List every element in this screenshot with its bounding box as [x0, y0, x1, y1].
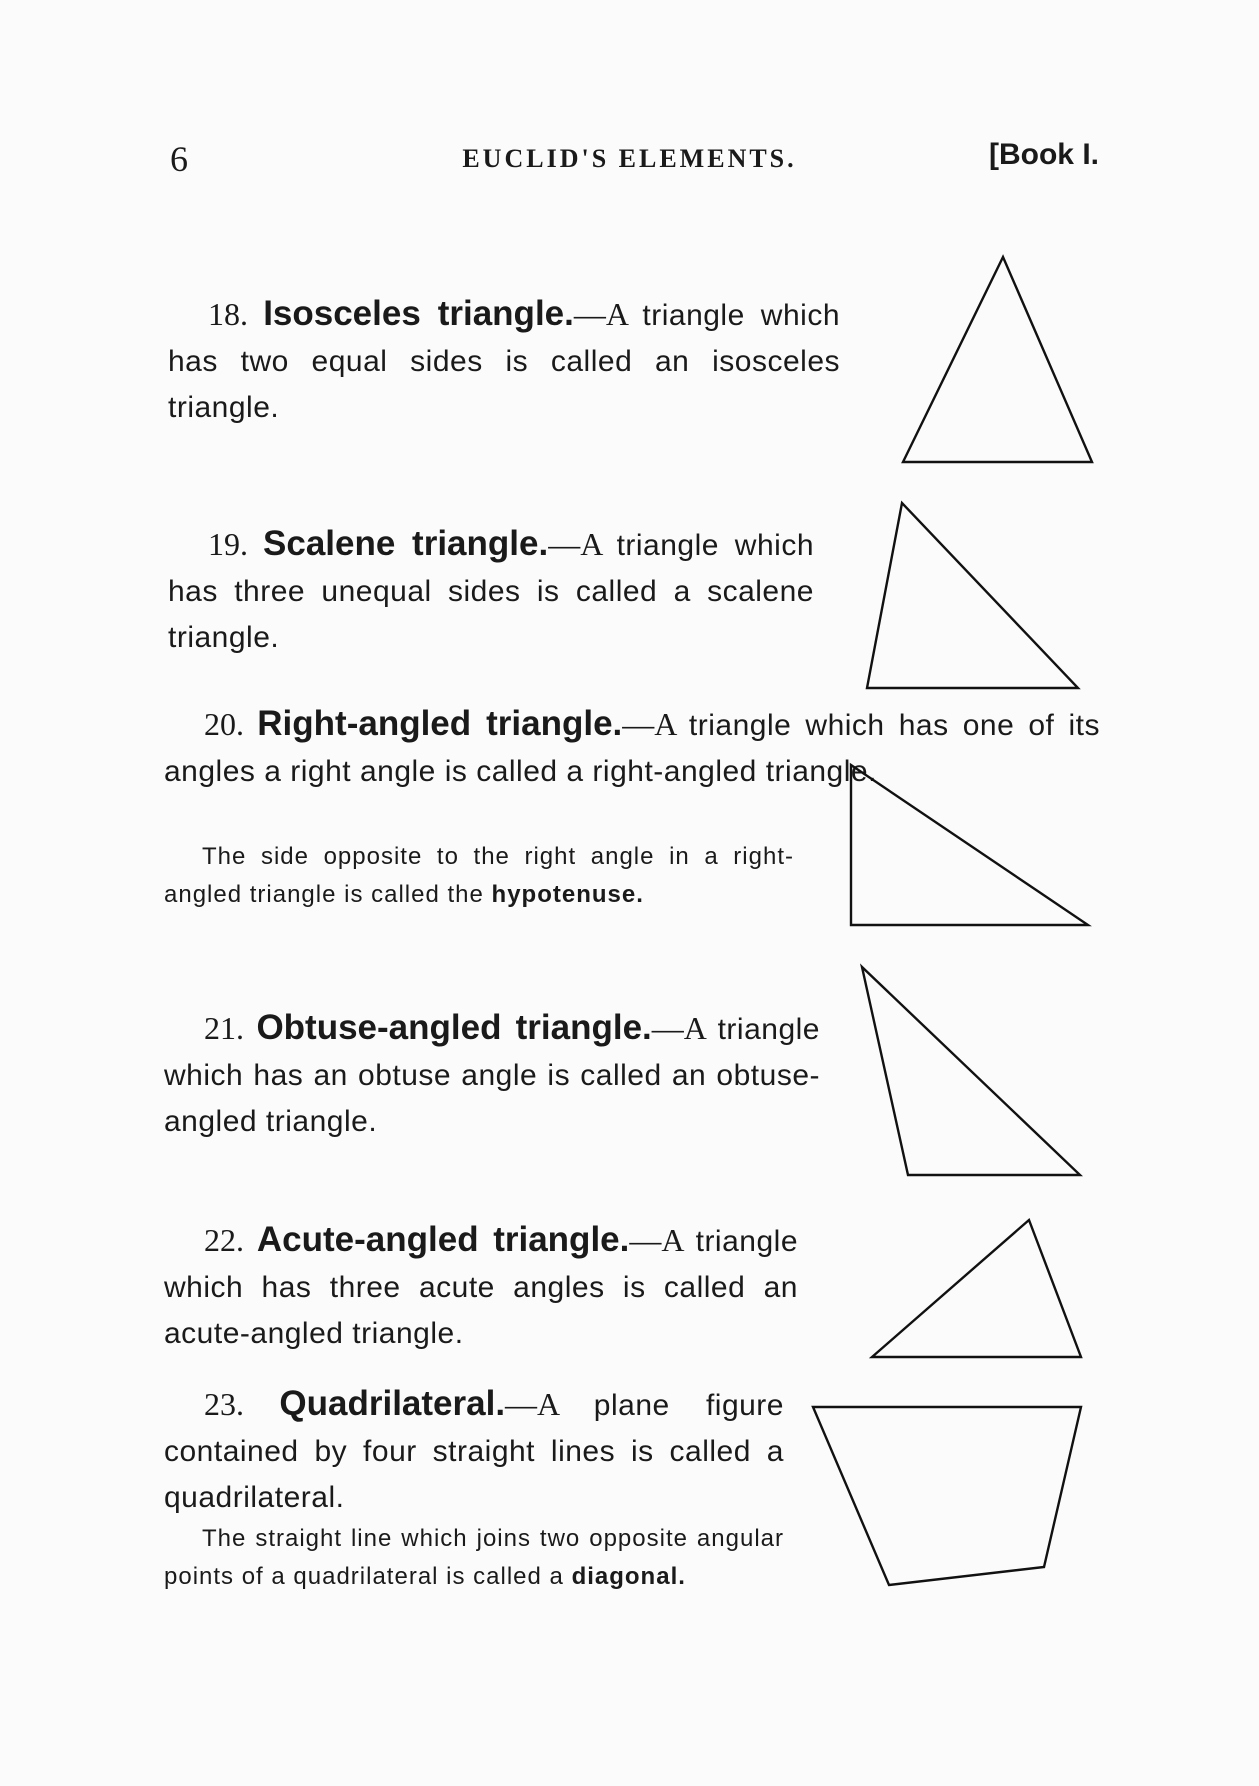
quadrilateral-figure: [813, 1407, 1081, 1585]
definition-acute-angled-triangle: [164, 1218, 798, 1356]
note-hypotenuse: [164, 838, 794, 914]
definition-term: Isosceles triangle.: [263, 294, 574, 333]
definition-dash: —A: [548, 526, 602, 562]
note-diagonal: [164, 1520, 784, 1596]
isosceles-triangle-figure: [903, 257, 1092, 462]
definition-number: 18.: [208, 296, 248, 332]
definition-term: Scalene triangle.: [263, 524, 549, 563]
definition-dash: —A: [505, 1386, 559, 1422]
definition-dash: —A: [622, 706, 676, 742]
page-number: 6: [170, 139, 188, 179]
definition-number: 23.: [204, 1386, 244, 1422]
definition-number: 20.: [204, 706, 244, 742]
definition-number: 21.: [204, 1010, 244, 1046]
definition-dash: —A: [651, 1010, 706, 1046]
definition-dash: —A: [573, 296, 628, 332]
definition-number: 19.: [208, 526, 248, 562]
running-title: EUCLID'S ELEMENTS.: [462, 144, 797, 173]
definition-text: triangle which has two equal sides is called an isosceles triangle.: [168, 299, 841, 424]
scalene-triangle-figure: [867, 503, 1078, 688]
definition-dash: —A: [629, 1222, 683, 1258]
definition-isosceles-triangle: [168, 292, 840, 430]
note-text: The straight line which joins two opposite angular points of a quadrilateral is called a: [164, 1525, 784, 1590]
definition-right-angled-triangle: [164, 702, 1100, 794]
definition-text: triangle which has three acute angles is called an acute-angled triangle.: [164, 1225, 799, 1350]
note-text: The side opposite to the right angle in a right-angled triangle is called the: [164, 843, 794, 908]
definition-text: triangle which has an obtuse angle is called an obtuse-angled triangle.: [164, 1013, 820, 1138]
definition-quadrilateral: [164, 1382, 784, 1520]
definition-text: plane figure contained by four straight lines is called a quadrilateral.: [164, 1389, 784, 1514]
note-term: hypotenuse.: [491, 881, 644, 908]
definition-number: 22.: [204, 1222, 244, 1258]
definition-obtuse-angled-triangle: [164, 1006, 820, 1144]
note-term: diagonal.: [571, 1563, 686, 1590]
definition-term: Quadrilateral.: [279, 1384, 506, 1423]
definition-text: triangle which has three unequal sides is called a scalene triangle.: [168, 529, 815, 654]
definition-scalene-triangle: [168, 522, 814, 660]
definition-term: Acute-angled triangle.: [256, 1220, 630, 1259]
running-head: [160, 138, 1099, 178]
definition-term: Obtuse-angled triangle.: [256, 1008, 652, 1047]
obtuse-angled-triangle-figure: [862, 967, 1080, 1175]
definition-text: triangle which has one of its angles a right angle is called a right-angled triangle.: [164, 709, 1100, 788]
definition-term: Right-angled triangle.: [257, 704, 623, 743]
acute-angled-triangle-figure: [872, 1220, 1081, 1357]
book-reference: [Book I.: [989, 138, 1099, 171]
